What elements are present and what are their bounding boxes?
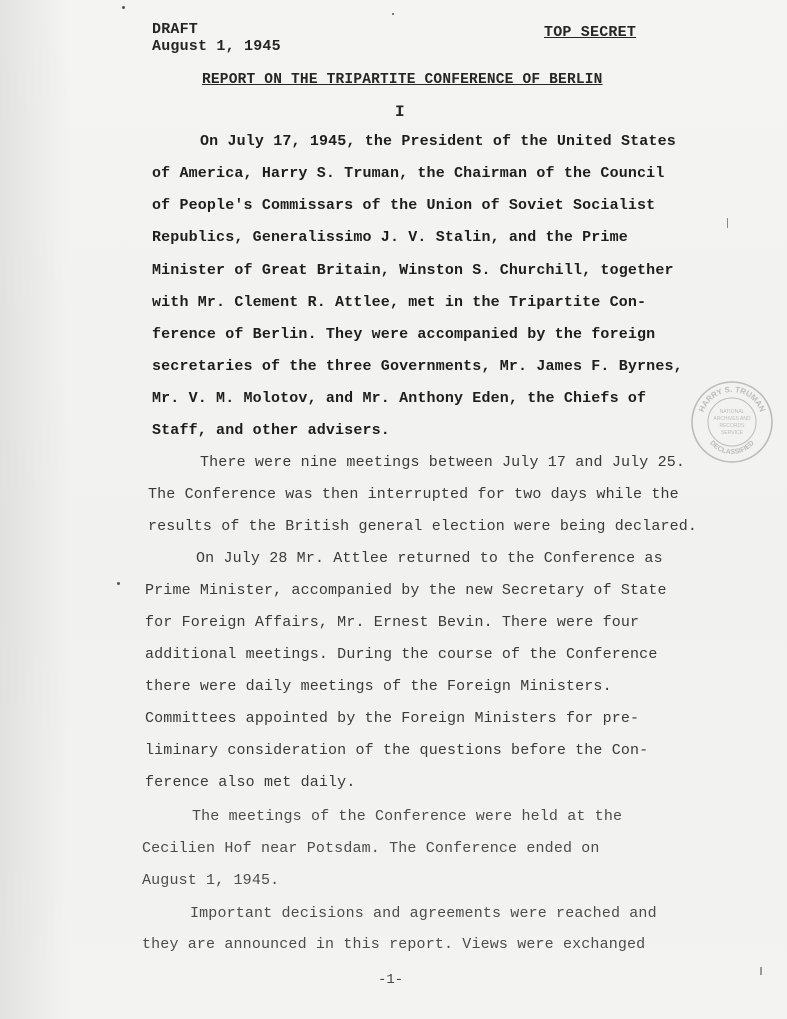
report-title: REPORT ON THE TRIPARTITE CONFERENCE OF BERLIN bbox=[202, 72, 603, 88]
body-line: On July 17, 1945, the President of the United States bbox=[200, 133, 676, 150]
body-line: additional meetings. During the course of the Conference bbox=[145, 646, 658, 663]
archive-stamp-icon bbox=[690, 380, 774, 464]
body-line: Republics, Generalissimo J. V. Stalin, and the Prime bbox=[152, 229, 628, 246]
body-line: liminary consideration of the questions before the Con- bbox=[145, 742, 649, 759]
body-line: for Foreign Affairs, Mr. Ernest Bevin. There were four bbox=[145, 614, 640, 631]
body-line: of America, Harry S. Truman, the Chairman of the Council bbox=[152, 165, 665, 182]
body-line: they are announced in this report. Views were exchanged bbox=[142, 936, 646, 953]
body-line: Minister of Great Britain, Winston S. Churchill, together bbox=[152, 262, 674, 279]
draft-label: DRAFT bbox=[152, 21, 199, 38]
body-line: The meetings of the Conference were held at the bbox=[192, 808, 623, 825]
body-line: Mr. V. M. Molotov, and Mr. Anthony Eden, the Chiefs of bbox=[152, 390, 647, 407]
stamp-line: NATIONAL bbox=[719, 409, 745, 415]
stamp-line: RECORDS bbox=[719, 423, 745, 429]
stamp-bottom-text: DECLASSIFIED bbox=[708, 439, 756, 457]
body-line: ference of Berlin. They were accompanied by the foreign bbox=[152, 326, 656, 343]
scan-speck bbox=[727, 218, 728, 228]
body-line: with Mr. Clement R. Attlee, met in the Tripartite Con- bbox=[152, 294, 647, 311]
body-line: results of the British general election were being declared. bbox=[148, 518, 698, 535]
stamp-line: SERVICE bbox=[721, 430, 743, 436]
svg-text:DECLASSIFIED bbox=[708, 440, 756, 456]
body-line: ference also met daily. bbox=[145, 774, 356, 791]
page-number: -1- bbox=[378, 972, 404, 988]
classification-label: TOP SECRET bbox=[544, 24, 637, 41]
document-date: August 1, 1945 bbox=[152, 38, 281, 55]
stamp-line: ARCHIVES AND bbox=[713, 416, 751, 422]
body-line: Important decisions and agreements were reached and bbox=[190, 905, 657, 922]
body-line: There were nine meetings between July 17 and July 25. bbox=[200, 454, 686, 471]
body-line: of People's Commissars of the Union of Soviet Socialist bbox=[152, 197, 656, 214]
body-line: there were daily meetings of the Foreign Ministers. bbox=[145, 678, 612, 695]
scan-speck bbox=[122, 6, 125, 9]
body-line: Prime Minister, accompanied by the new Secretary of State bbox=[145, 582, 667, 599]
stamp-top-text: HARRY S. TRUMAN bbox=[697, 384, 767, 414]
body-line: August 1, 1945. bbox=[142, 872, 280, 889]
body-line: On July 28 Mr. Attlee returned to the Conference as bbox=[196, 550, 663, 567]
body-line: The Conference was then interrupted for two days while the bbox=[148, 486, 679, 503]
section-numeral: I bbox=[395, 103, 405, 121]
body-line: Cecilien Hof near Potsdam. The Conference ended on bbox=[142, 840, 600, 857]
body-line: Staff, and other advisers. bbox=[152, 422, 390, 439]
body-line: secretaries of the three Governments, Mr. James F. Byrnes, bbox=[152, 358, 683, 375]
scan-speck bbox=[117, 582, 120, 585]
scan-speck bbox=[392, 13, 394, 15]
scan-speck bbox=[760, 967, 762, 975]
body-line: Committees appointed by the Foreign Ministers for pre- bbox=[145, 710, 640, 727]
